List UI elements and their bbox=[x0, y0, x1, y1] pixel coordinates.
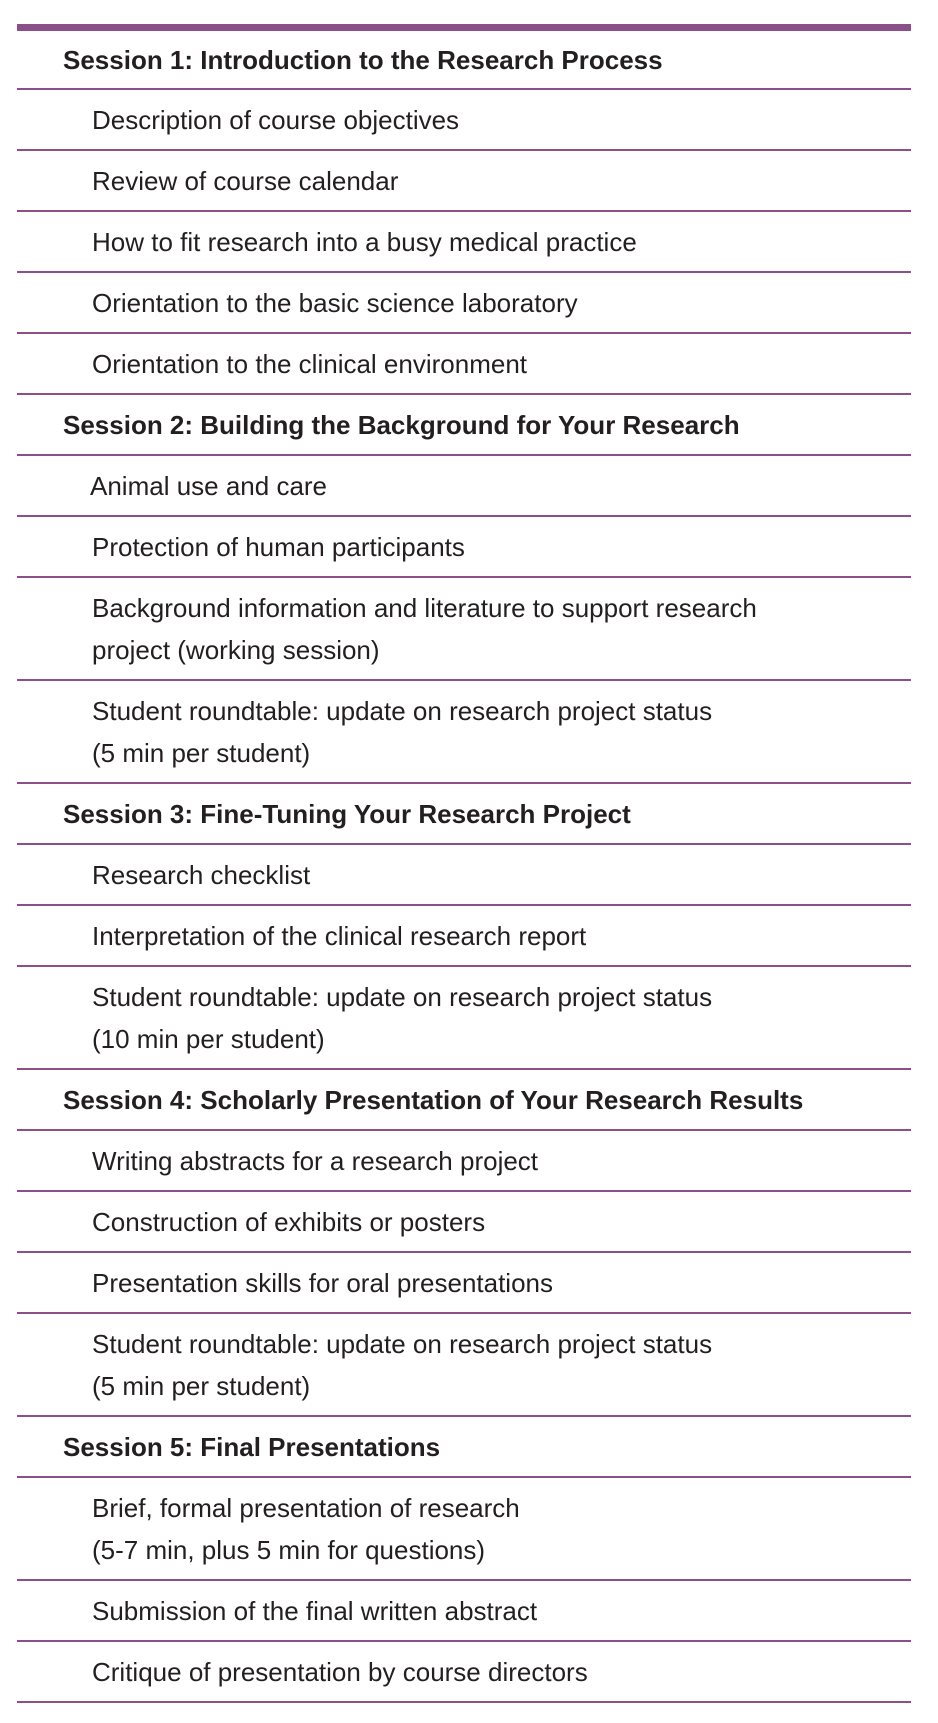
item-text-line: project (working session) bbox=[92, 634, 380, 665]
session-title: Session 4: Scholarly Presentation of Your Research Results bbox=[63, 1084, 804, 1115]
session-item bbox=[17, 1253, 911, 1314]
session-item bbox=[17, 578, 911, 681]
top-accent-bar bbox=[17, 24, 911, 31]
item-text: Description of course objectives bbox=[92, 104, 460, 135]
session-item bbox=[17, 273, 911, 334]
item-text: Writing abstracts for a research project bbox=[92, 1145, 539, 1176]
session-item bbox=[17, 517, 911, 578]
course-schedule-table bbox=[17, 24, 911, 1703]
session-title: Session 3: Fine-Tuning Your Research Project bbox=[63, 798, 631, 829]
item-text: Orientation to the clinical environment bbox=[92, 348, 528, 379]
item-text-line: Student roundtable: update on research project status bbox=[92, 1328, 713, 1359]
session-title: Session 5: Final Presentations bbox=[63, 1431, 441, 1462]
session-header bbox=[17, 395, 911, 456]
session-item bbox=[17, 212, 911, 273]
item-text: Presentation skills for oral presentations bbox=[92, 1267, 554, 1298]
item-text: Interpretation of the clinical research report bbox=[92, 920, 587, 951]
session-item bbox=[17, 90, 911, 151]
item-text-line: Background information and literature to support research bbox=[92, 592, 757, 623]
session-item bbox=[17, 151, 911, 212]
item-text: Construction of exhibits or posters bbox=[92, 1206, 486, 1237]
item-text: Submission of the final written abstract bbox=[92, 1595, 538, 1626]
item-text: Orientation to the basic science laboratory bbox=[92, 287, 578, 318]
item-text: Critique of presentation by course directors bbox=[92, 1656, 588, 1687]
session-header bbox=[17, 31, 911, 90]
session-item bbox=[17, 1642, 911, 1703]
session-item bbox=[17, 906, 911, 967]
session-item bbox=[17, 845, 911, 906]
item-text: Review of course calendar bbox=[92, 165, 399, 196]
session-item bbox=[17, 1581, 911, 1642]
session-item bbox=[17, 1192, 911, 1253]
session-item bbox=[17, 1131, 911, 1192]
session-title: Session 2: Building the Background for Your Research bbox=[63, 409, 740, 440]
session-item bbox=[17, 967, 911, 1070]
session-item bbox=[17, 681, 911, 784]
session-header bbox=[17, 1070, 911, 1131]
item-text: How to fit research into a busy medical practice bbox=[92, 226, 637, 257]
item-text-line: (10 min per student) bbox=[92, 1023, 325, 1054]
session-item bbox=[17, 1314, 911, 1417]
item-text-line: (5 min per student) bbox=[92, 1370, 311, 1401]
item-text: Animal use and care bbox=[90, 470, 328, 501]
session-title: Session 1: Introduction to the Research Process bbox=[63, 44, 663, 75]
session-item bbox=[17, 334, 911, 395]
item-text-line: Student roundtable: update on research project status bbox=[92, 695, 713, 726]
item-text: Research checklist bbox=[92, 859, 311, 890]
session-item bbox=[17, 1478, 911, 1581]
session-header bbox=[17, 1417, 911, 1478]
session-item bbox=[17, 456, 911, 517]
item-text-line: Student roundtable: update on research project status bbox=[92, 981, 713, 1012]
item-text: Protection of human participants bbox=[92, 531, 465, 562]
item-text-line: Brief, formal presentation of research bbox=[92, 1492, 520, 1523]
session-header bbox=[17, 784, 911, 845]
item-text-line: (5-7 min, plus 5 min for questions) bbox=[92, 1534, 486, 1565]
item-text-line: (5 min per student) bbox=[92, 737, 311, 768]
